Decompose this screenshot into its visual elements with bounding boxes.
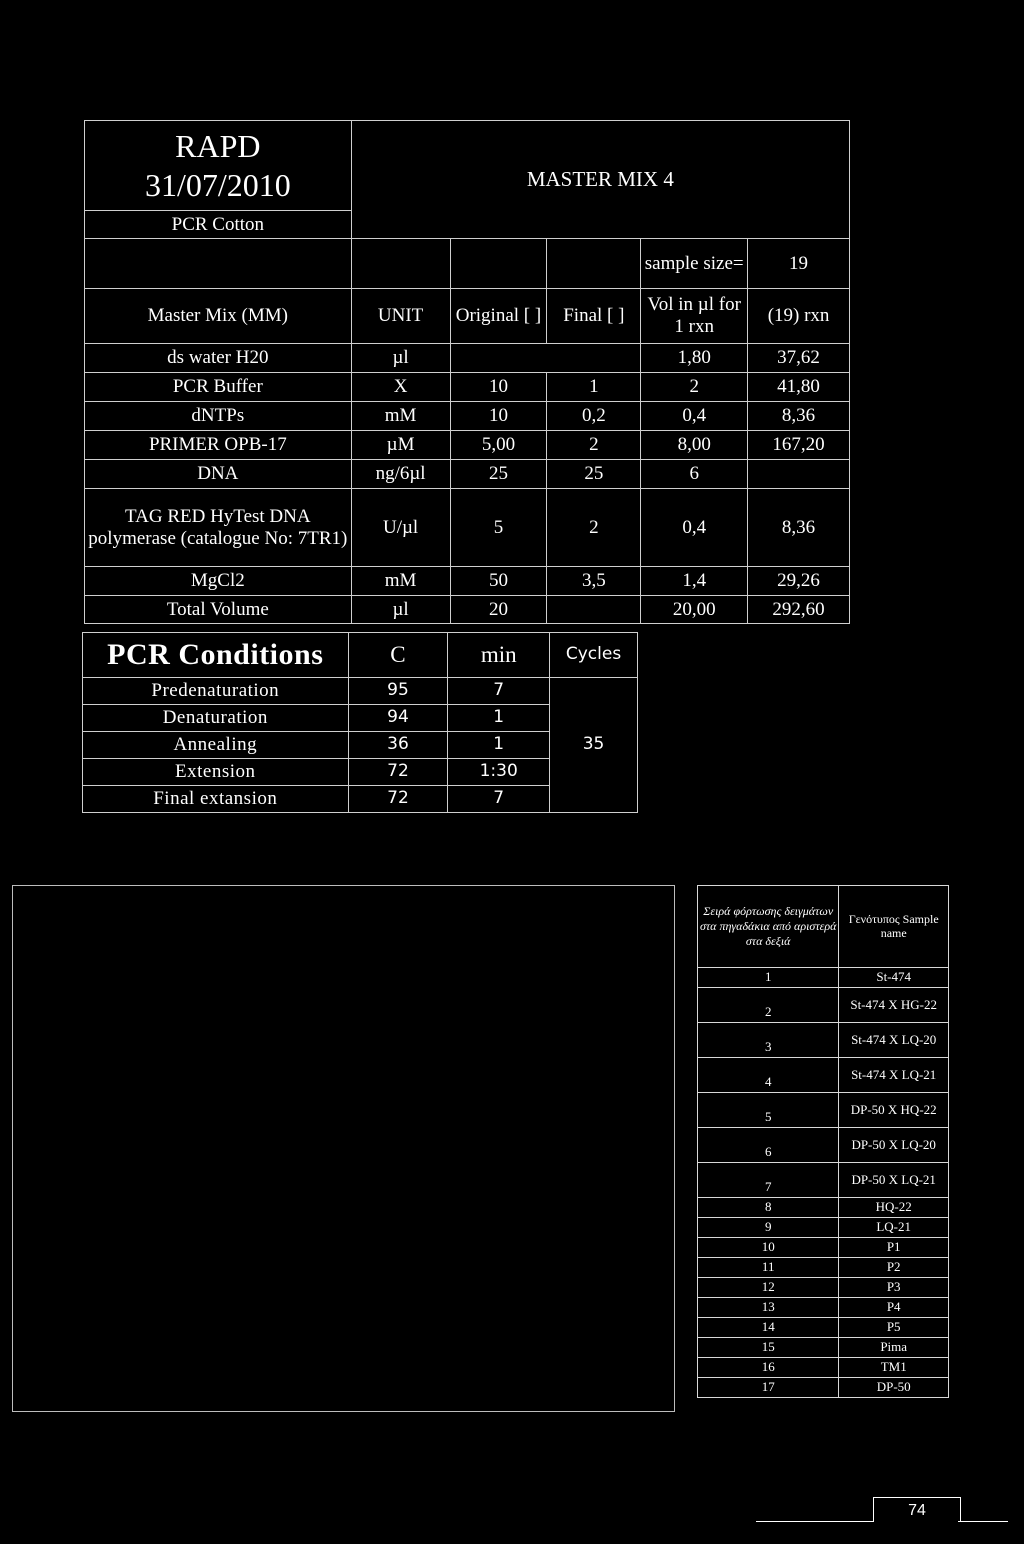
table-row <box>698 1358 949 1378</box>
sample-size-label: sample size= <box>641 239 748 289</box>
pcr-header-row <box>83 633 638 678</box>
col-header: Final [ ] <box>547 289 641 344</box>
col-header: UNIT <box>351 289 450 344</box>
lane-number: 5 <box>698 1093 839 1128</box>
document-title: RAPD <box>175 128 261 165</box>
table-row <box>698 1278 949 1298</box>
lane-number: 12 <box>698 1278 839 1298</box>
sample-name: DP-50 <box>839 1378 949 1398</box>
sample-name: St-474 <box>839 968 949 988</box>
sample-name: LQ-21 <box>839 1218 949 1238</box>
loading-order-table <box>697 885 949 1398</box>
table-row: PCR Buffer X 10 1 2 41,80 <box>85 373 850 402</box>
col-header: Vol in µl for 1 rxn <box>641 289 748 344</box>
table-row: Predenaturation 95 7 35 <box>83 678 638 705</box>
table-row <box>698 1128 949 1163</box>
table-row <box>698 1298 949 1318</box>
sample-name: St-474 X LQ-21 <box>839 1058 949 1093</box>
sample-name: Pima <box>839 1338 949 1358</box>
cycles-value: 35 <box>550 678 638 813</box>
table-row: DNA ng/6µl 25 25 6 <box>85 460 850 489</box>
col-header: Original [ ] <box>450 289 547 344</box>
table-row: MgCl2 mM 50 3,5 1,4 29,26 <box>85 567 850 596</box>
table-row: TAG RED HyTest DNA polymerase (catalogue No: 7TR1) U/µl 5 2 0,4 8,36 <box>85 489 850 567</box>
pcr-conditions-table <box>82 632 638 813</box>
sample-name: St-474 X HG-22 <box>839 988 949 1023</box>
table-row <box>698 988 949 1023</box>
sample-size-value: 19 <box>748 239 850 289</box>
table-row: Final extansion 72 7 <box>83 786 638 813</box>
table-row <box>698 1198 949 1218</box>
table-row: Annealing 36 1 <box>83 732 638 759</box>
table-row <box>698 1093 949 1128</box>
lane-number: 8 <box>698 1198 839 1218</box>
gel-image <box>12 885 675 1412</box>
document-date: 31/07/2010 <box>144 166 291 203</box>
col-header-genotype: Γενότυπος Sample name <box>839 886 949 968</box>
mix-name: MASTER MIX 4 <box>351 121 849 239</box>
lane-number: 3 <box>698 1023 839 1058</box>
column-header-row <box>85 289 850 344</box>
lane-number: 17 <box>698 1378 839 1398</box>
page-number: 74 <box>873 1497 961 1522</box>
sample-name: P2 <box>839 1258 949 1278</box>
lane-number: 16 <box>698 1358 839 1378</box>
table-row <box>698 1238 949 1258</box>
lane-number: 1 <box>698 968 839 988</box>
table-row: Denaturation 94 1 <box>83 705 638 732</box>
col-header: Cycles <box>550 633 638 678</box>
table-row <box>698 1058 949 1093</box>
col-header: Master Mix (MM) <box>85 289 352 344</box>
lane-number: 6 <box>698 1128 839 1163</box>
table-row <box>698 1378 949 1398</box>
footer-rule-right <box>958 1521 1008 1522</box>
sample-name: P1 <box>839 1238 949 1258</box>
table-row: ds water H20 µl 1,80 37,62 <box>85 344 850 373</box>
lane-number: 13 <box>698 1298 839 1318</box>
table-row <box>698 1318 949 1338</box>
title-cell <box>85 121 352 211</box>
sample-name: St-474 X LQ-20 <box>839 1023 949 1058</box>
table-row <box>698 1023 949 1058</box>
sample-name: P5 <box>839 1318 949 1338</box>
lane-number: 2 <box>698 988 839 1023</box>
sample-name: DP-50 X HQ-22 <box>839 1093 949 1128</box>
lane-number: 15 <box>698 1338 839 1358</box>
col-header: C <box>348 633 448 678</box>
sample-name: P4 <box>839 1298 949 1318</box>
table-row: PRIMER OPB-17 µM 5,00 2 8,00 167,20 <box>85 431 850 460</box>
col-header: (19) rxn <box>748 289 850 344</box>
table-row: Total Volume µl 20 20,00 292,60 <box>85 596 850 624</box>
table-row <box>698 1258 949 1278</box>
master-mix-table <box>84 120 850 624</box>
lane-number: 14 <box>698 1318 839 1338</box>
table-row: Extension 72 1:30 <box>83 759 638 786</box>
lane-number: 4 <box>698 1058 839 1093</box>
lane-number: 10 <box>698 1238 839 1258</box>
sample-name: HQ-22 <box>839 1198 949 1218</box>
footer-rule-left <box>756 1521 874 1522</box>
sample-name: DP-50 X LQ-21 <box>839 1163 949 1198</box>
col-header-loading-order: Σειρά φόρτωσης δειγμάτων στα πηγαδάκια από αριστερά στα δεξιά <box>698 886 839 968</box>
lane-number: 11 <box>698 1258 839 1278</box>
lane-number: 7 <box>698 1163 839 1198</box>
lane-number: 9 <box>698 1218 839 1238</box>
table-row <box>698 1163 949 1198</box>
sample-name: TM1 <box>839 1358 949 1378</box>
table-row: dNTPs mM 10 0,2 0,4 8,36 <box>85 402 850 431</box>
table-row <box>698 968 949 988</box>
subtitle: PCR Cotton <box>85 211 352 239</box>
sample-name: P3 <box>839 1278 949 1298</box>
table-row <box>698 1218 949 1238</box>
loading-header-row <box>698 886 949 968</box>
table-row <box>698 1338 949 1358</box>
sample-name: DP-50 X LQ-20 <box>839 1128 949 1163</box>
pcr-conditions-title: PCR Conditions <box>83 633 349 678</box>
col-header: min <box>448 633 550 678</box>
